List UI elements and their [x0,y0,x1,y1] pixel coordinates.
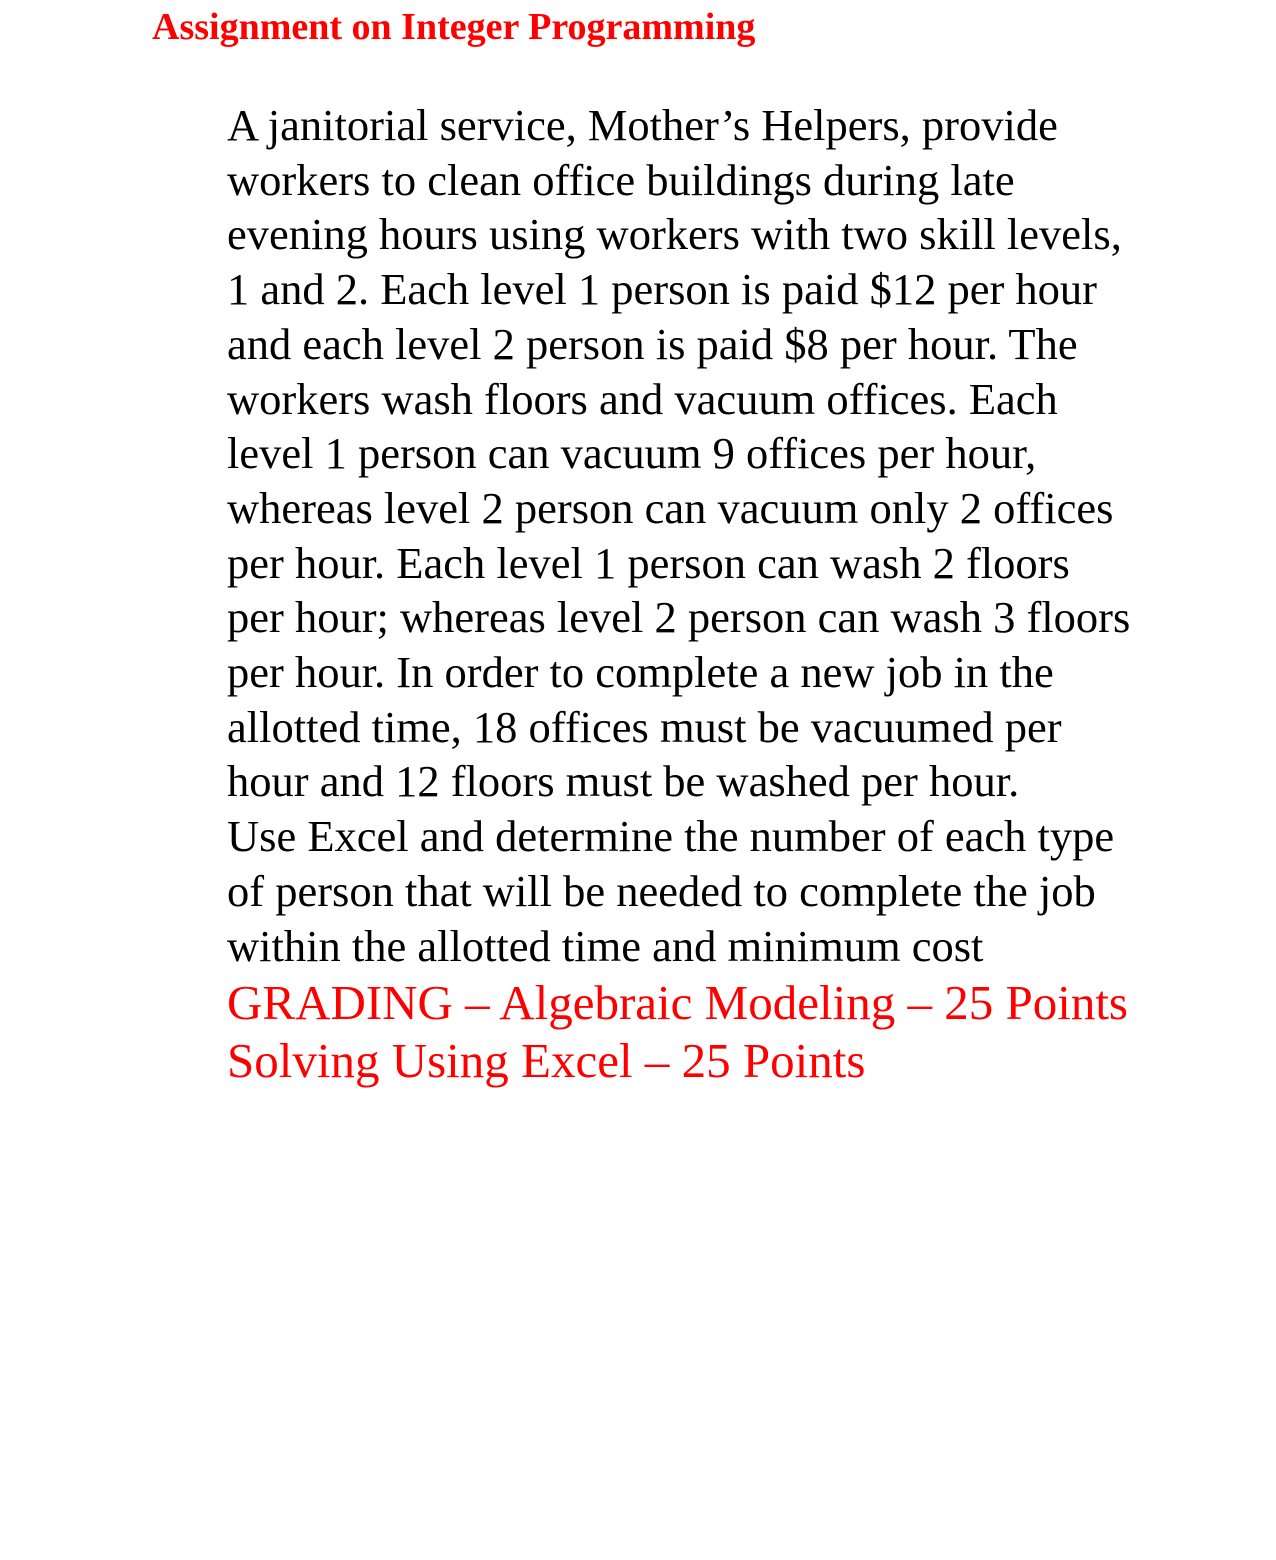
assignment-body [227,98,1137,1090]
grading-algebraic-modeling: GRADING – Algebraic Modeling – 25 Points [227,975,1128,1031]
instruction-text: Use Excel and determine the number of each type of person that will be needed to complete the job within the allotted time and minimum cost [227,811,1115,971]
assignment-title: Assignment on Integer Programming [152,6,756,48]
problem-statement: A janitorial service, Mother’s Helpers, provide workers to clean office buildings during late evening hours using workers with two skill levels, 1 and 2. Each level 1 person is paid $12 per hour and each level 2 person is paid $8 per hour. The workers wash floors and vacuum offices. Each level 1 person can vacuum 9 offices per hour, whereas level 2 person can vacuum only 2 offices per hour. Each level 1 person can wash 2 floors per hour; whereas level 2 person can wash 3 floors per hour. In order to complete a new job in the allotted time, 18 offices must be vacuumed per hour and 12 floors must be washed per hour. [227,100,1131,807]
grading-solving-excel: Solving Using Excel – 25 Points [227,1033,866,1089]
